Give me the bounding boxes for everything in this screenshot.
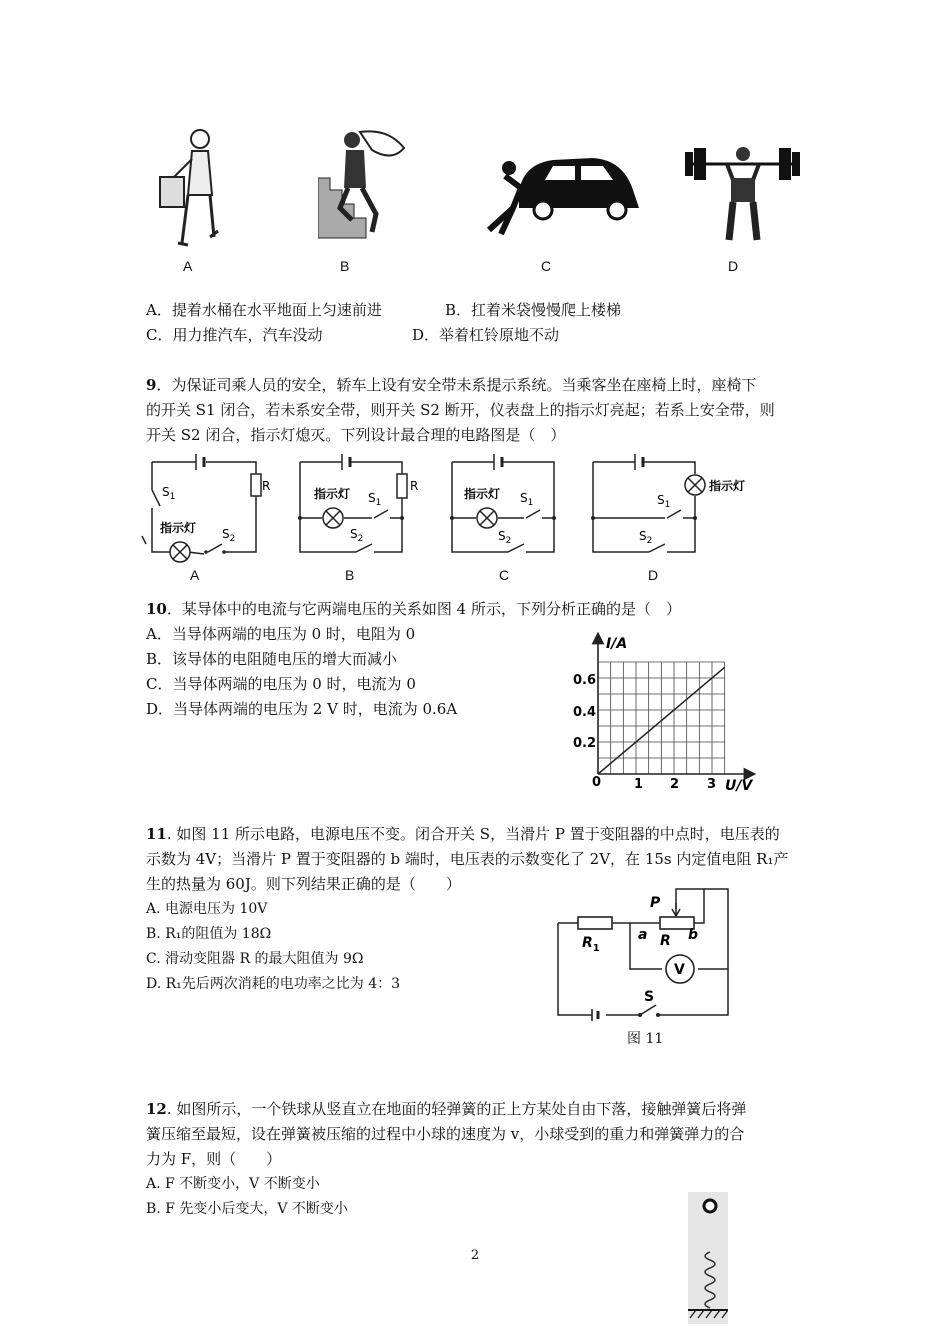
q9-line3: 开关 S2 闭合，指示灯熄灭。下列设计最合理的电路图是（ ） — [146, 426, 566, 444]
q10-number: 10 — [146, 600, 167, 618]
x-tick-0: 0 — [592, 775, 602, 790]
q9a-s1-label: $S_1$ — [162, 485, 176, 502]
q9-line1: 9．为保证司乘人员的安全，轿车上设有安全带未系提示系统。当乘客坐在座椅上时，座椅下 — [146, 376, 757, 394]
q8-fig-label-b: B — [340, 258, 350, 274]
q11-fig-caption: 图 11 — [627, 1031, 664, 1047]
q9-circuit-label-b: B — [345, 567, 355, 583]
iu-chart — [560, 630, 760, 802]
q10-option-a: A．当导体两端的电压为 0 时，电阻为 0 — [146, 625, 416, 643]
q11-figure — [552, 885, 737, 1025]
q9-circuit-label-c: C — [499, 567, 510, 583]
q11-b-label: b — [688, 927, 699, 943]
q9-circuit-c — [444, 448, 564, 560]
y-tick-04: 0.4 — [573, 705, 597, 720]
q11-p-label: P — [650, 895, 661, 911]
q8-figure-a — [152, 125, 232, 255]
q11-number: 11 — [146, 825, 167, 843]
q11-a-label: a — [638, 927, 648, 943]
q8-figure-c — [483, 150, 643, 240]
q11-line2: 示数为 4V；当滑片 P 置于变阻器的 b 端时，电压表的示数变化了 2V，在 15s 内定值电阻 R₁产 — [146, 850, 789, 868]
q8-figure-b — [318, 128, 408, 240]
q8-figure-d — [685, 140, 800, 244]
q9b-r-label: R — [410, 479, 419, 493]
q9d-s2-label: $S_2$ — [639, 529, 653, 546]
q8-option-d: D．举着杠铃原地不动 — [412, 326, 560, 344]
q12-number: 12 — [146, 1100, 167, 1118]
q9b-lamp-text: 指示灯 — [314, 487, 351, 501]
q11-r-label: R — [660, 933, 671, 949]
q12-option-b: B. F 先变小后变大，V 不断变小 — [146, 1201, 348, 1217]
q8-option-a: A．提着水桶在水平地面上匀速前进 — [146, 301, 382, 319]
q9b-s1-label: $S_1$ — [368, 491, 382, 508]
q12-option-a: A. F 不断变小，V 不断变小 — [146, 1176, 320, 1192]
q9d-s1-label: $S_1$ — [657, 493, 671, 510]
q9c-s1-label: $S_1$ — [520, 491, 534, 508]
q11-option-d: D. R₁先后两次消耗的电功率之比为 4：3 — [146, 976, 401, 992]
q11-voltmeter-label: V — [674, 962, 685, 978]
q11-option-b: B. R₁的阻值为 18Ω — [146, 926, 272, 942]
q12-line2: 簧压缩至最短，设在弹簧被压缩的过程中小球的速度为 v，小球受到的重力和弹簧弹力的合 — [146, 1125, 745, 1143]
x-tick-2: 2 — [670, 777, 680, 792]
q11-option-c: C. 滑动变阻器 R 的最大阻值为 9Ω — [146, 951, 364, 967]
q11-switch-label: S — [644, 989, 655, 1005]
y-tick-06: 0.6 — [573, 673, 597, 688]
q11-line1: 11. 如图 11 所示电路，电源电压不变。闭合开关 S，当滑片 P 置于变阻器的中点时，电压表的 — [146, 825, 780, 843]
q10-option-d: D．当导体两端的电压为 2 V 时，电流为 0.6A — [146, 700, 458, 718]
q12-line1: 12. 如图所示，一个铁球从竖直立在地面的轻弹簧的正上方某处自由下落，接触弹簧后将弹 — [146, 1100, 747, 1118]
q9c-s2-label: $S_2$ — [498, 529, 512, 546]
q8-fig-label-d: D — [728, 258, 739, 274]
q9-circuit-label-d: D — [648, 567, 659, 583]
page-number: 2 — [470, 1248, 480, 1263]
q9a-r-label: R — [262, 479, 271, 493]
q10-stem: 10．某导体中的电流与它两端电压的关系如图 4 所示，下列分析正确的是（ ） — [146, 600, 681, 618]
q9-line2: 的开关 S1 闭合，若未系安全带，则开关 S2 断开，仪表盘上的指示灯亮起；若系上安全带，则 — [146, 401, 775, 419]
q11-line3: 生的热量为 60J。则下列结果正确的是（ ） — [146, 875, 461, 893]
q9a-s2-label: $S_2$ — [222, 527, 236, 544]
q10-option-b: B．该导体的电阻随电压的增大而减小 — [146, 650, 398, 668]
q8-fig-label-a: A — [183, 258, 193, 274]
q10-option-c: C．当导体两端的电压为 0 时，电流为 0 — [146, 675, 416, 693]
q9d-lamp-text: 指示灯 — [709, 479, 746, 493]
y-tick-02: 0.2 — [573, 736, 597, 751]
q8-option-b: B．扛着米袋慢慢爬上楼梯 — [445, 301, 622, 319]
q9c-lamp-text: 指示灯 — [464, 487, 501, 501]
q12-line3: 力为 F，则（ ） — [146, 1150, 282, 1168]
x-tick-1: 1 — [634, 777, 644, 792]
q9-circuit-label-a: A — [190, 567, 200, 583]
q9-circuit-d — [585, 448, 760, 560]
x-axis-label: U/V — [725, 778, 753, 794]
q9b-s2-label: $S_2$ — [350, 527, 364, 544]
q9a-lamp-text: 指示灯 — [160, 521, 197, 535]
q11-option-a: A. 电源电压为 10V — [146, 901, 268, 917]
q8-option-c: C．用力推汽车，汽车没动 — [146, 326, 323, 344]
q8-fig-label-c: C — [541, 258, 552, 274]
q9-circuit-a — [138, 448, 278, 568]
y-axis-label: I/A — [606, 636, 628, 652]
q11-r1-label: $R_1$ — [582, 935, 600, 954]
x-tick-3: 3 — [707, 777, 717, 792]
q9-number: 9 — [146, 376, 157, 394]
q9-circuit-b — [292, 448, 432, 560]
